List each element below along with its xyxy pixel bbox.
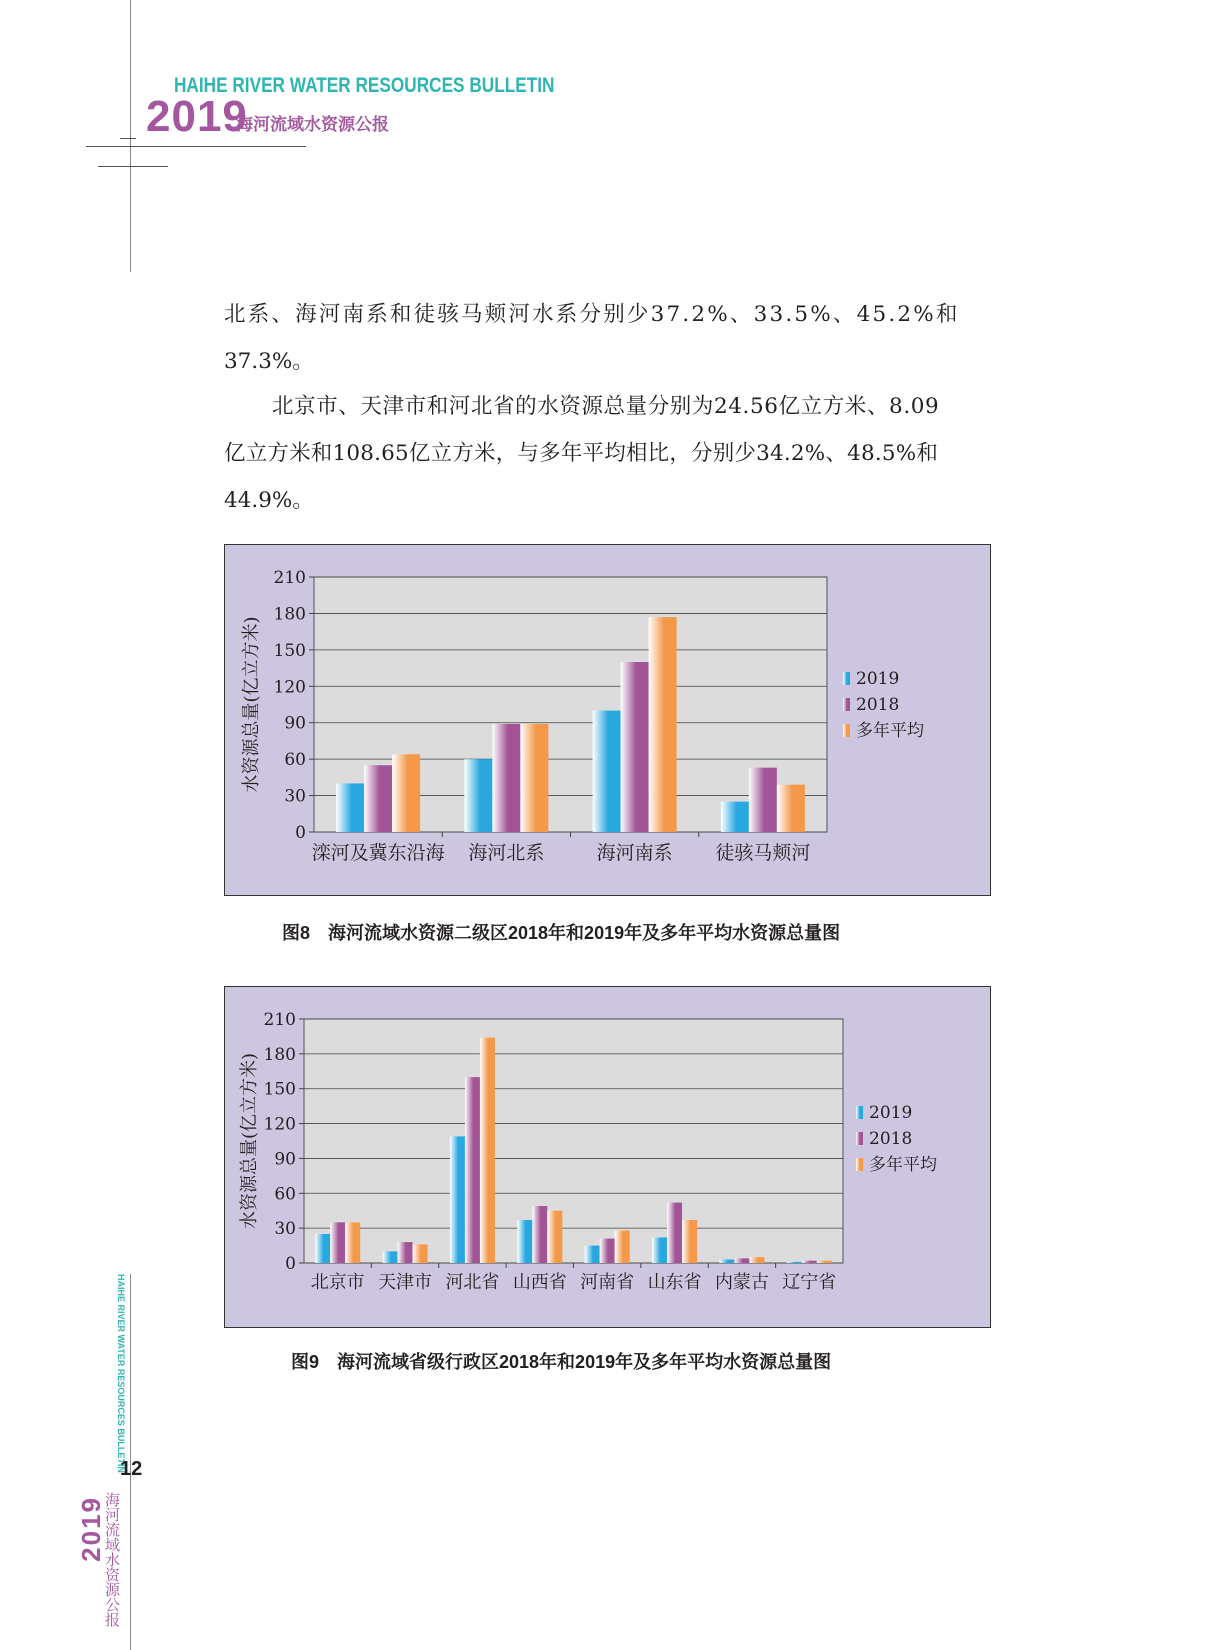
bar	[802, 1261, 817, 1263]
x-tick-label: 天津市	[378, 1272, 433, 1293]
bar	[749, 768, 777, 832]
figure-9-caption: 图9 海河流域省级行政区2018年和2019年及多年平均水资源总量图	[291, 1352, 832, 1372]
figure-9-chart	[224, 986, 991, 1328]
paragraph-2	[224, 383, 989, 524]
bar	[520, 724, 548, 832]
y-tick-label: 180	[273, 604, 306, 625]
y-tick-label: 120	[263, 1114, 296, 1135]
x-tick-label: 内蒙古	[714, 1272, 769, 1293]
legend-label: 2018	[869, 1129, 913, 1149]
legend-swatch	[843, 724, 850, 737]
x-tick-label: 海河南系	[596, 842, 673, 864]
bar	[336, 783, 364, 832]
legend-label: 多年平均	[856, 721, 924, 741]
bar	[383, 1251, 398, 1263]
x-tick-label: 河北省	[445, 1272, 500, 1293]
bar	[330, 1222, 345, 1263]
figure-8-chart	[224, 544, 991, 896]
y-tick-label: 180	[263, 1044, 296, 1065]
x-tick-label: 海河北系	[468, 842, 545, 864]
legend-swatch	[856, 1158, 863, 1171]
bar	[345, 1222, 360, 1263]
figure-8-caption: 图8 海河流域水资源二级区2018年和2019年及多年平均水资源总量图	[282, 923, 841, 943]
bar	[517, 1220, 532, 1263]
bar	[719, 1260, 734, 1263]
x-tick-label: 滦河及冀东沿海	[311, 842, 445, 864]
bar	[615, 1230, 630, 1263]
legend-swatch	[843, 672, 850, 685]
paragraph-1-line-1: 北系、海河南系和徒骇马颊河水系分别少37.2%、33.5%、45.2%和	[224, 302, 960, 327]
y-tick-label: 210	[273, 568, 306, 588]
bar	[547, 1211, 562, 1263]
legend-swatch	[843, 698, 850, 711]
y-tick-label: 150	[273, 640, 306, 661]
y-tick-label: 90	[284, 713, 306, 734]
legend-label: 多年平均	[869, 1155, 937, 1175]
bar	[315, 1234, 330, 1263]
page-number: 12	[120, 1458, 143, 1480]
y-tick-label: 30	[274, 1219, 296, 1240]
y-axis-label: 水资源总量(亿立方米)	[241, 616, 262, 793]
bar	[465, 1077, 480, 1263]
y-tick-label: 60	[274, 1184, 296, 1205]
bar	[817, 1261, 832, 1263]
bar	[480, 1038, 495, 1263]
y-tick-label: 0	[285, 1254, 296, 1274]
plot-area	[304, 1019, 843, 1263]
bar	[413, 1244, 428, 1263]
bar	[682, 1220, 697, 1263]
header-year: 2019	[146, 92, 248, 141]
y-tick-label: 150	[263, 1079, 296, 1100]
paragraph-1-line-2: 37.3%。	[224, 349, 314, 374]
bar	[464, 759, 492, 832]
bar	[777, 785, 805, 832]
legend-swatch	[856, 1132, 863, 1145]
bar	[787, 1262, 802, 1263]
x-tick-label: 河南省	[580, 1272, 635, 1293]
y-tick-label: 120	[273, 677, 306, 698]
y-tick-label: 60	[284, 750, 306, 771]
top-horizontal-rule	[86, 146, 306, 147]
paragraph-2-line-2: 亿立方米和108.65亿立方米，与多年平均相比，分别少34.2%、48.5%和	[224, 441, 939, 466]
top-vertical-rule	[130, 0, 131, 272]
paragraph-1	[224, 291, 989, 385]
bar	[450, 1136, 465, 1263]
bar	[593, 711, 621, 832]
bar	[532, 1206, 547, 1263]
bar	[585, 1246, 600, 1263]
x-tick-label: 山东省	[647, 1272, 702, 1293]
sidebar-title-en: HAIHE RIVER WATER RESOURCES BULLETIN	[116, 1274, 126, 1473]
bar	[667, 1203, 682, 1263]
legend-label: 2019	[869, 1103, 913, 1123]
y-tick-label: 90	[274, 1149, 296, 1170]
bar	[649, 617, 677, 832]
figure-9-svg	[225, 987, 990, 1327]
sidebar-title-cn: 海河流域水资源公报	[103, 1492, 121, 1627]
bar	[392, 754, 420, 832]
y-tick-label: 30	[284, 786, 306, 807]
paragraph-2-line-3: 44.9%。	[224, 488, 314, 513]
paragraph-2-line-1: 北京市、天津市和河北省的水资源总量分别为24.56亿立方米、8.09	[272, 394, 940, 419]
figure-8-svg	[225, 545, 990, 895]
legend-label: 2018	[856, 695, 900, 715]
header-title-cn: 海河流域水资源公报	[236, 115, 389, 135]
bar	[734, 1258, 749, 1263]
bar	[364, 765, 392, 832]
bar	[749, 1257, 764, 1263]
y-axis-label: 水资源总量(亿立方米)	[239, 1052, 260, 1230]
bar	[492, 724, 520, 832]
legend-swatch	[856, 1106, 863, 1119]
bar	[721, 802, 749, 832]
bar	[398, 1242, 413, 1263]
top-tick-rule	[120, 138, 136, 139]
legend-label: 2019	[856, 669, 900, 689]
x-tick-label: 北京市	[310, 1272, 365, 1293]
x-tick-label: 辽宁省	[782, 1272, 837, 1293]
y-tick-label: 0	[295, 823, 306, 843]
x-tick-label: 山西省	[512, 1272, 567, 1293]
top-short-rule	[98, 166, 168, 167]
y-tick-label: 210	[263, 1010, 296, 1030]
bar	[600, 1239, 615, 1263]
x-tick-label: 徒骇马颊河	[715, 842, 811, 864]
bar	[621, 662, 649, 832]
sidebar-year: 2019	[76, 1496, 106, 1562]
header-title-en: HAIHE RIVER WATER RESOURCES BULLETIN	[174, 74, 555, 97]
bar	[652, 1237, 667, 1263]
